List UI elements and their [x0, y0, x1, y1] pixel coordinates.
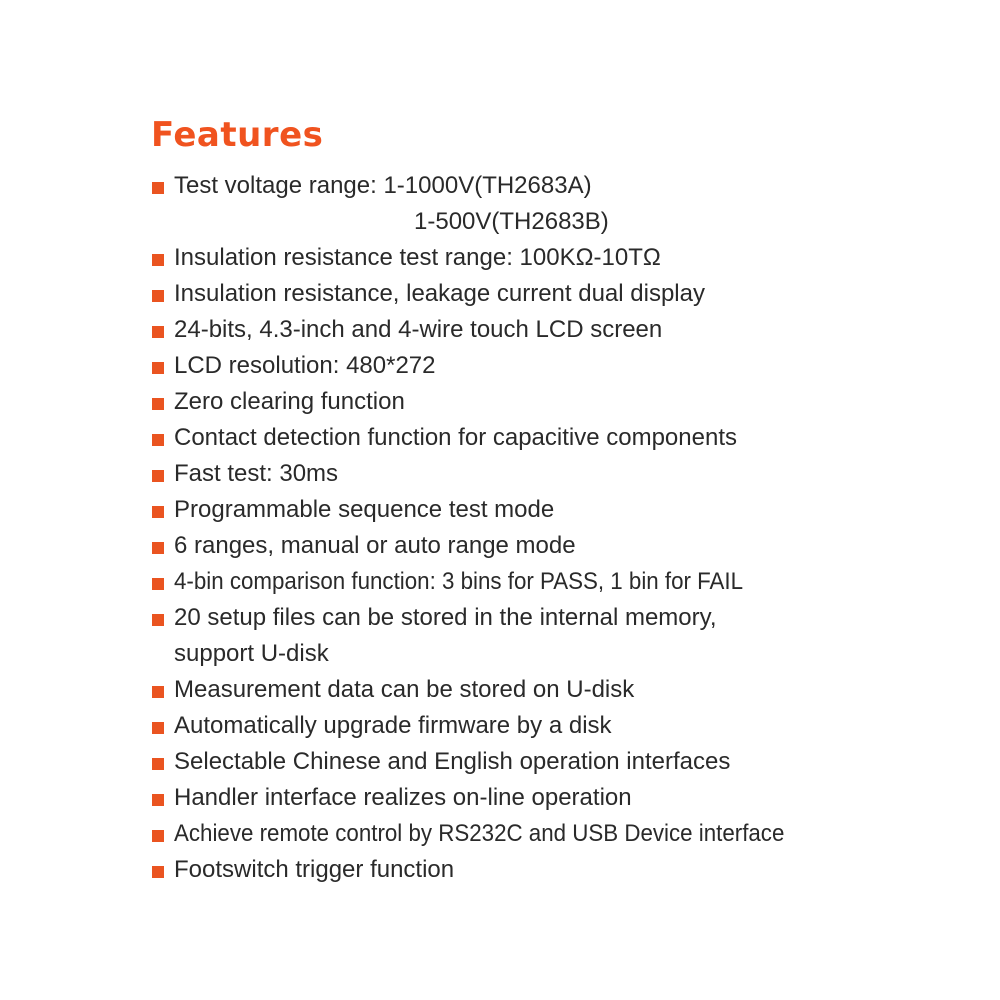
feature-text: Automatically upgrade firmware by a disk	[174, 712, 612, 739]
feature-text-continued: support U-disk	[174, 640, 329, 667]
feature-text: 20 setup files can be stored in the internal memory,	[174, 604, 717, 631]
list-item	[152, 492, 972, 528]
square-bullet-icon	[152, 686, 164, 698]
list-item	[152, 276, 972, 312]
feature-text: Zero clearing function	[174, 388, 405, 415]
list-item	[152, 312, 972, 348]
square-bullet-icon	[152, 614, 164, 626]
feature-text: Measurement data can be stored on U-disk	[174, 676, 635, 703]
square-bullet-icon	[152, 362, 164, 374]
feature-text: Contact detection function for capacitive components	[174, 424, 737, 451]
list-item	[152, 564, 972, 600]
square-bullet-icon	[152, 506, 164, 518]
list-item	[152, 384, 972, 420]
feature-text-continued: 1-500V(TH2683B)	[414, 208, 609, 235]
square-bullet-icon	[152, 830, 164, 842]
square-bullet-icon	[152, 758, 164, 770]
list-item	[152, 600, 972, 672]
list-item	[152, 240, 972, 276]
feature-text: Insulation resistance, leakage current dual display	[174, 280, 705, 307]
square-bullet-icon	[152, 434, 164, 446]
feature-text: Handler interface realizes on-line operation	[174, 784, 632, 811]
square-bullet-icon	[152, 254, 164, 266]
list-item	[152, 780, 972, 816]
square-bullet-icon	[152, 398, 164, 410]
square-bullet-icon	[152, 326, 164, 338]
list-item	[152, 168, 972, 240]
feature-text: Programmable sequence test mode	[174, 496, 555, 523]
list-item	[152, 852, 972, 888]
list-item	[152, 672, 972, 708]
list-item	[152, 528, 972, 564]
list-item	[152, 744, 972, 780]
feature-text: Selectable Chinese and English operation interfaces	[174, 748, 731, 775]
square-bullet-icon	[152, 866, 164, 878]
feature-text: Footswitch trigger function	[174, 856, 455, 883]
feature-text: LCD resolution: 480*272	[174, 352, 436, 379]
square-bullet-icon	[152, 290, 164, 302]
list-item	[152, 816, 972, 852]
square-bullet-icon	[152, 578, 164, 590]
page-title: Features	[151, 115, 324, 155]
feature-text: 6 ranges, manual or auto range mode	[174, 532, 576, 559]
list-item	[152, 708, 972, 744]
feature-text: Test voltage range: 1-1000V(TH2683A)	[174, 172, 592, 199]
feature-list	[152, 168, 972, 888]
square-bullet-icon	[152, 794, 164, 806]
square-bullet-icon	[152, 542, 164, 554]
feature-text: Insulation resistance test range: 100KΩ-10TΩ	[174, 244, 661, 271]
feature-text: Fast test: 30ms	[174, 460, 339, 487]
square-bullet-icon	[152, 722, 164, 734]
list-item	[152, 420, 972, 456]
list-item	[152, 348, 972, 384]
square-bullet-icon	[152, 470, 164, 482]
feature-text: Achieve remote control by RS232C and USB Device interface	[174, 820, 785, 847]
list-item	[152, 456, 972, 492]
feature-text: 4-bin comparison function: 3 bins for PASS, 1 bin for FAIL	[174, 568, 744, 595]
feature-text: 24-bits, 4.3-inch and 4-wire touch LCD screen	[174, 316, 663, 343]
square-bullet-icon	[152, 182, 164, 194]
